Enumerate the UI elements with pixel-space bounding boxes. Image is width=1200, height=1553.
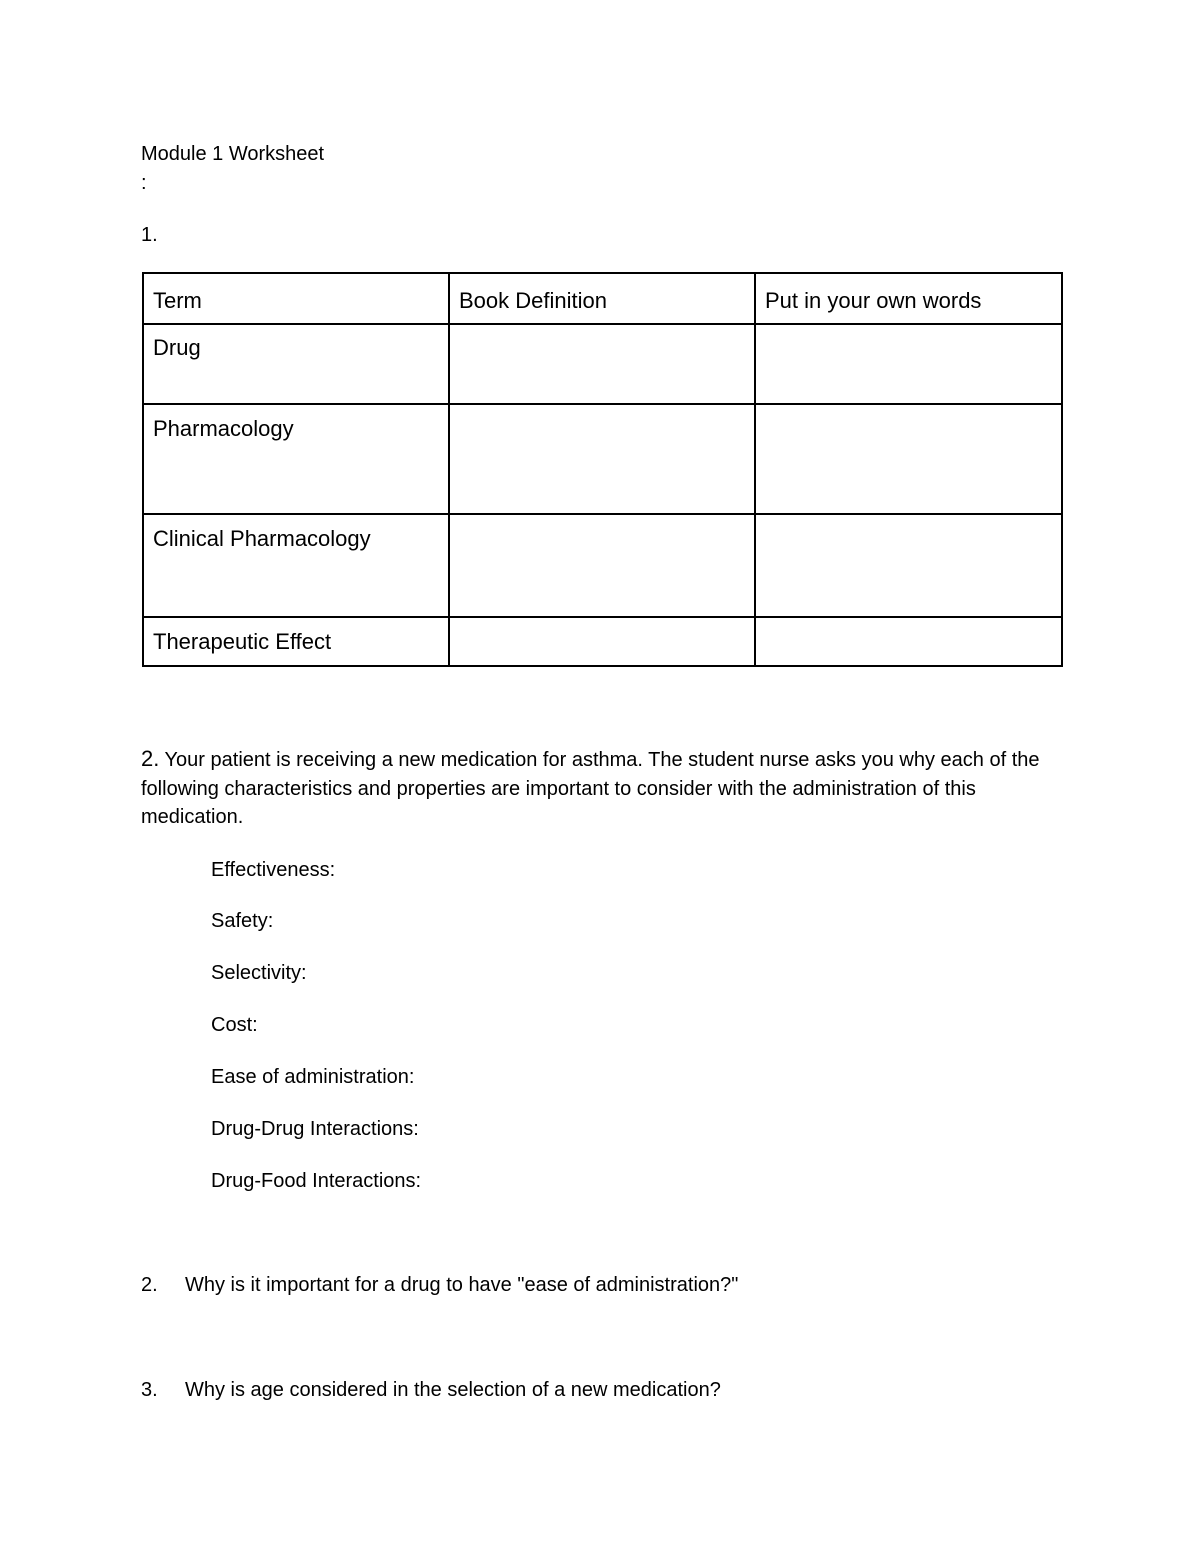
table-header-row [143,273,1062,324]
term-cell: Clinical Pharmacology [143,514,449,617]
followup-question-number: 3. [141,1379,158,1401]
definition-cell[interactable] [449,617,755,666]
followup-question-number: 2. [141,1274,158,1296]
table-row [143,404,1062,514]
table-row [143,324,1062,404]
characteristic-safety: Safety: [211,910,274,932]
followup-question [141,1377,721,1403]
question-2-paragraph [141,745,1071,832]
definition-cell[interactable] [449,514,755,617]
terms-table [142,272,1063,667]
characteristic-effectiveness: Effectiveness: [211,859,336,881]
followup-question-text: Why is age considered in the selection of a new medication? [185,1379,721,1401]
table-row [143,514,1062,617]
header-book-definition: Book Definition [449,273,755,324]
definition-cell[interactable] [449,404,755,514]
question-2-text: Your patient is receiving a new medication for asthma. The student nurse asks you why each of the following characteristics and properties are important to consider with the administration of this medication. [141,749,1040,828]
characteristic-drug-food-interactions: Drug-Food Interactions: [211,1170,422,1192]
term-cell: Drug [143,324,449,404]
header-term: Term [143,273,449,324]
own-words-cell[interactable] [755,324,1062,404]
characteristic-ease-of-administration: Ease of administration: [211,1066,415,1088]
term-cell: Therapeutic Effect [143,617,449,666]
question-2-number: 2. [141,746,160,771]
header-own-words: Put in your own words [755,273,1062,324]
own-words-cell[interactable] [755,514,1062,617]
term-cell: Pharmacology [143,404,449,514]
characteristic-cost: Cost: [211,1014,258,1036]
own-words-cell[interactable] [755,404,1062,514]
characteristic-drug-drug-interactions: Drug-Drug Interactions: [211,1118,419,1140]
followup-question [141,1272,738,1298]
title-colon: : [141,172,147,194]
question-1-number: 1. [141,224,158,246]
characteristic-selectivity: Selectivity: [211,962,307,984]
document-title: Module 1 Worksheet [141,143,325,165]
definition-cell[interactable] [449,324,755,404]
own-words-cell[interactable] [755,617,1062,666]
table-row [143,617,1062,666]
followup-question-text: Why is it important for a drug to have "ease of administration?" [185,1274,739,1296]
